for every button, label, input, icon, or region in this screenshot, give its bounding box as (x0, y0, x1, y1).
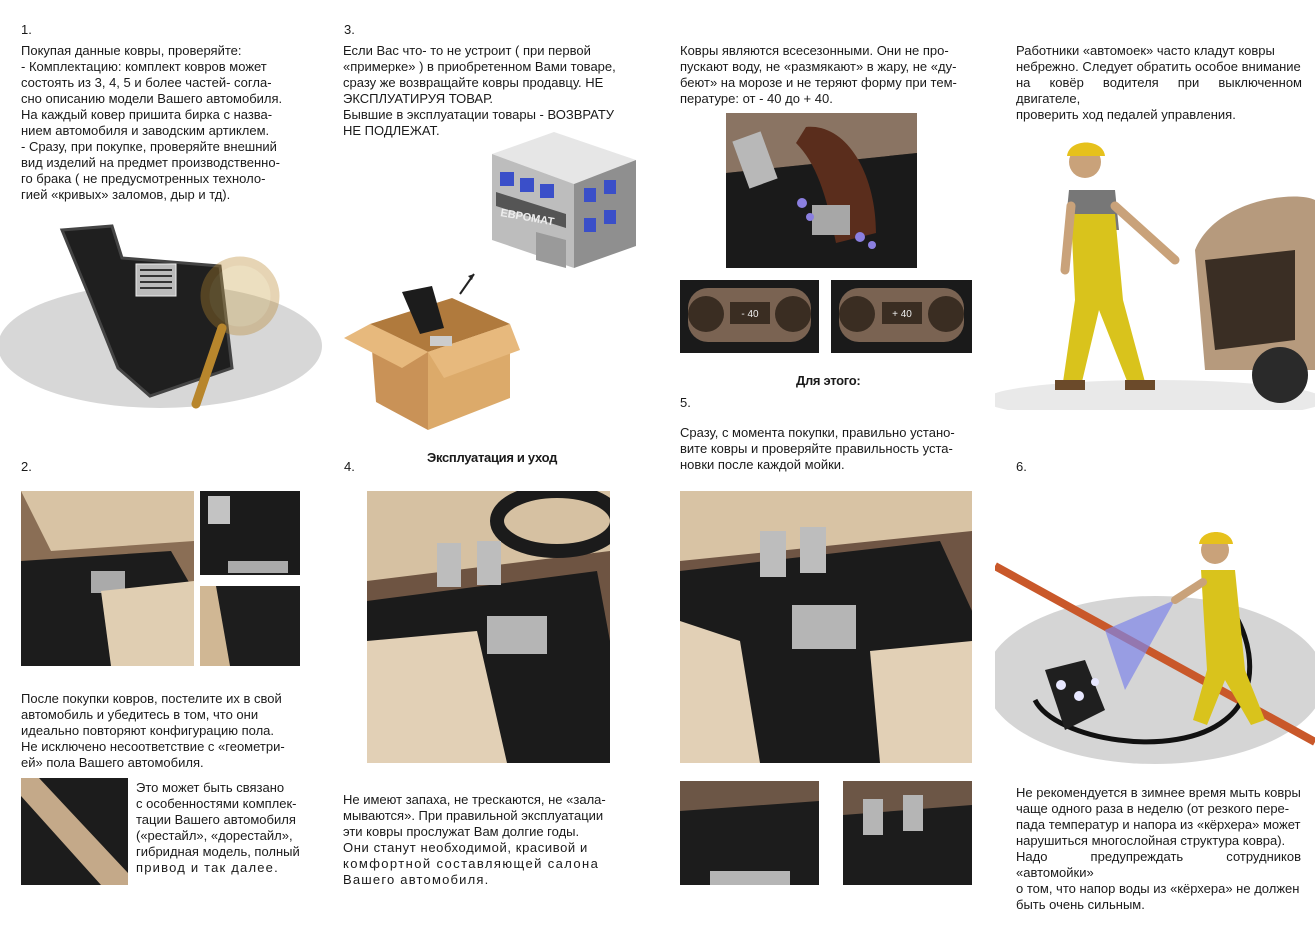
durability-text (343, 792, 635, 888)
text-line: пературе: от - 40 до + 40. (680, 91, 833, 106)
text-line: Ковры являются всесезонными. Они не про- (680, 43, 949, 58)
text-line: - Сразу, при покупке, проверяйте внешний (21, 139, 277, 154)
text-line: ей» пола Вашего автомобиля. (21, 755, 204, 770)
text-line: вид изделий на предмет производственно- (21, 155, 280, 170)
text-line: беют» на морозе и не теряют форму при тем- (680, 75, 957, 90)
section-heading-care: Эксплуатация и уход (427, 450, 558, 465)
text-line: вите ковры и проверяйте правильность уста- (680, 441, 953, 456)
pedal-detail-photo (680, 781, 819, 885)
text-line: привод и так далее. (136, 860, 279, 875)
text-line: («рестайл», «дорестайл», (136, 828, 293, 843)
step-number-5: 5. (680, 395, 691, 410)
interior-photo-detail (200, 491, 300, 575)
text-line: нием автомобиля и заводским артиклем. (21, 123, 270, 138)
text-line: новки после каждой мойки. (680, 457, 845, 472)
interior-photo-main (21, 491, 194, 666)
fit-check-text (21, 691, 303, 771)
text-line: комфортной составляющей салона (343, 856, 600, 871)
section-heading-for-this: Для этого: (796, 373, 861, 388)
text-line: Надо предупреждать сотрудников «автомойки» (1016, 849, 1301, 880)
text-line: Работники «автомоек» часто кладут ковры (1016, 43, 1275, 58)
text-line: нарушиться многослойная структура ковра). (1016, 833, 1286, 848)
all-season-text (680, 43, 976, 107)
text-line: гибридная модель, полный (136, 844, 300, 859)
text-line: После покупки ковров, постелите их в свой (21, 691, 282, 706)
text-line: состоять из 3, 4, 5 и более частей- согла- (21, 75, 272, 90)
mat-magnifier-illustration (0, 218, 325, 413)
text-line: «примерке» ) в приобретенном Вами товаре, (343, 59, 616, 74)
text-line: - Комплектацию: комплект ковров может (21, 59, 267, 74)
step-number-6: 6. (1016, 459, 1027, 474)
text-line: тации Вашего автомобиля (136, 812, 296, 827)
text-line: Вашего автомобиля. (343, 872, 490, 887)
store-return-illustration (340, 128, 640, 436)
interior-photo-detail (200, 586, 300, 666)
text-line: Покупая данные ковры, проверяйте: (21, 43, 242, 58)
configuration-note-text (136, 780, 306, 876)
text-line: Это может быть связано (136, 780, 285, 795)
pedal-detail-photo (843, 781, 972, 885)
water-resistance-photo (726, 113, 917, 268)
text-line: го брака ( не предусмотренных техноло- (21, 171, 266, 186)
mat-edge-photo (21, 778, 128, 885)
step-number-3: 3. (344, 22, 355, 37)
text-line: Бывшие в эксплуатации товары - ВОЗВРАТУ (343, 107, 615, 122)
text-line: пада температур и напора из «кёрхера» может (1016, 817, 1301, 832)
text-line: мываются». При правильной эксплуатации (343, 808, 604, 823)
store-sign: ЕВРОМАТ (499, 207, 556, 229)
text-line: на ковёр водителя при выключенном двигателе, (1016, 75, 1302, 106)
text-line: Если Вас что- то не устроит ( при первой (343, 43, 591, 58)
install-check-text (680, 425, 975, 473)
car-wash-worker-illustration (995, 110, 1315, 410)
text-line: сразу же возвращайте ковры продавцу. НЕ (343, 75, 604, 90)
temperature-minus-label: - 40 (741, 309, 759, 320)
step-number-4: 4. (344, 459, 355, 474)
text-line: быть очень сильным. (1016, 897, 1145, 912)
text-line: НЕ ПОДЛЕЖАТ. (343, 123, 440, 138)
text-line: небрежно. Следует обратить особое внимание (1016, 59, 1301, 74)
text-line: Не исключено несоответствие с «геометри- (21, 739, 285, 754)
text-line: сно описанию модели Вашего автомобиля. (21, 91, 283, 106)
text-line: идеально повторяют конфигурацию пола. (21, 723, 275, 738)
step-number-1: 1. (21, 22, 32, 37)
return-policy-text (343, 43, 637, 139)
temperature-plus-label: + 40 (892, 309, 912, 320)
text-line: ЭКСПЛУАТИРУЯ ТОВАР. (343, 91, 493, 106)
text-line: Они станут необходимой, красивой и (343, 840, 588, 855)
text-line: о том, что напор воды из «кёрхера» не должен (1016, 881, 1300, 896)
text-line: чаще одного раза в неделю (от резкого пере- (1016, 801, 1290, 816)
check-purchase-text (21, 43, 305, 203)
text-line: пускают воду, не «размякают» в жару, не «ду- (680, 59, 957, 74)
text-line: Не имеют запаха, не трескаются, не «зала- (343, 792, 606, 807)
temperature-minus-photo (680, 280, 819, 353)
text-line: эти ковры прослужат Вам долгие годы. (343, 824, 580, 839)
text-line: автомобиль и убедитесь в том, что они (21, 707, 259, 722)
interior-photo-large (367, 491, 610, 763)
pressure-wash-illustration (995, 520, 1315, 765)
temperature-plus-photo (831, 280, 972, 353)
winter-wash-text (1016, 785, 1301, 913)
text-line: гией «кривых» заломов, дыр и тд). (21, 187, 231, 202)
text-line: проверить ход педалей управления. (1016, 107, 1236, 122)
text-line: Сразу, с момента покупки, правильно устано- (680, 425, 955, 440)
text-line: На каждый ковер пришита бирка с назва- (21, 107, 273, 122)
text-line: Не рекомендуется в зимнее время мыть ковры (1016, 785, 1301, 800)
installed-mat-photo (680, 491, 972, 763)
text-line: с особенностями комплек- (136, 796, 297, 811)
step-number-2: 2. (21, 459, 32, 474)
